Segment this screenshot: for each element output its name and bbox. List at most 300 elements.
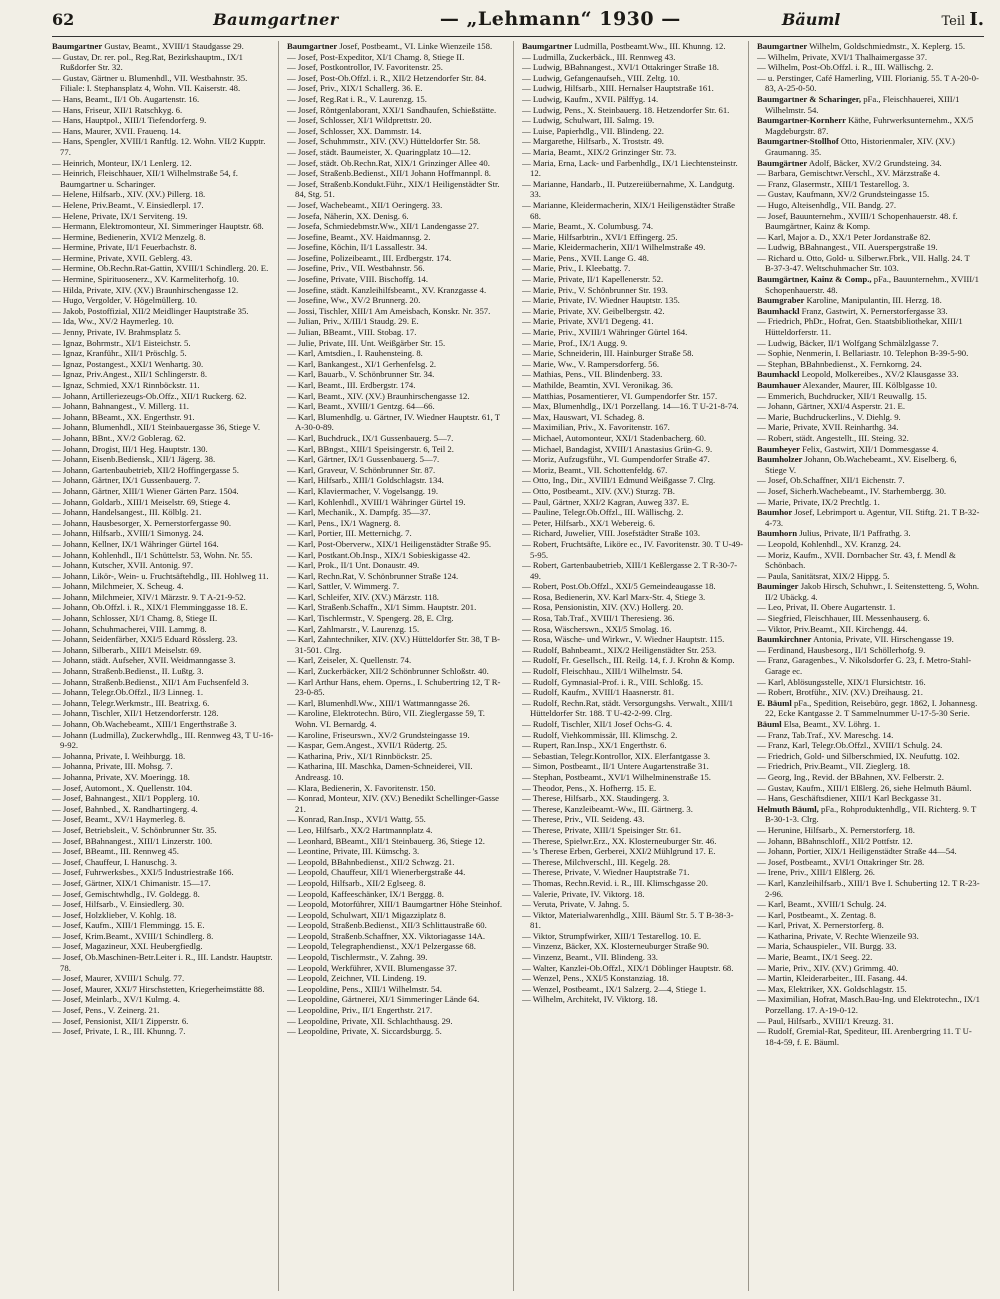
entry-text: — Josef, Meinlarb., XV/1 Kulmg. 4. (52, 994, 180, 1005)
directory-entry (757, 677, 980, 688)
directory-entry (757, 730, 980, 741)
entry-text: — Josef, Gärtner, XIX/1 Chimanistr. 15—17. (52, 877, 211, 888)
directory-entry (757, 1026, 980, 1047)
directory-entry (52, 475, 274, 486)
directory-entry (287, 528, 509, 539)
entry-text: Adolf, Bäcker, XV/2 Grundsteing. 34. (807, 157, 942, 168)
directory-entry (287, 391, 509, 402)
directory-entry (522, 581, 744, 592)
directory-entry (52, 253, 274, 264)
entry-text: — Leopold, Schulwart, XII/1 Migazziplatz 8. (287, 909, 446, 920)
directory-entry (287, 751, 509, 762)
entry-text: — Josef, Fuhrwerksbes., XXI/5 Industriestraße 166. (52, 867, 234, 878)
directory-entry (52, 168, 274, 189)
entry-text: — Michael, Automonteur, XXI/1 Stadenbacherg. 60. (522, 432, 707, 443)
entry-text: — Leopold, Kohlenhdl., XV. Kranzg. 24. (757, 538, 901, 549)
directory-entry (52, 285, 274, 296)
directory-entry (52, 899, 274, 910)
directory-entry (522, 761, 744, 772)
directory-entry (287, 708, 509, 729)
entry-text: — Johann, Straßenb.Bedienst., II. Lußtg. 3. (52, 666, 204, 677)
entry-surname: E. Bäuml (757, 697, 792, 708)
entry-text: — Therese, Priv., VII. Seideng. 43. (522, 814, 645, 825)
entry-text: — Julian, Priv., X/III/1 Staudg. 29. E. (287, 316, 419, 327)
entry-text: — Karl, Buchdruck., IX/1 Gussenbauerg. 5—7. (287, 432, 454, 443)
entry-text: Alexander, Maurer, III. Kölblgasse 10. (800, 380, 938, 390)
entry-text: — Karl, Zeiseler, X. Quellenstr. 74. (287, 655, 412, 666)
entry-text: — Hans, Beamt., II/1 Ob. Augartenstr. 16. (52, 93, 200, 104)
directory-entry (52, 655, 274, 666)
directory-entry (757, 306, 980, 317)
entry-text: — Johanna, Private, I. Weihburgg. 18. (52, 750, 186, 761)
directory-entry (522, 825, 744, 836)
entry-text: — Pauline, Telegr.Ob.Offzl., III. Wällischg. 2. (522, 507, 684, 518)
entry-text: — Ignaz, Schmied, XX/1 Rinnböckstr. 11. (52, 380, 200, 390)
directory-entry (522, 560, 744, 581)
entry-text: — Herunine, Hilfsarb., X. Pernerstorferg. 18. (757, 824, 915, 835)
entry-text: — Therese, Private, XIII/1 Speisinger Str. 61. (522, 824, 682, 835)
entry-text: — Johann, BBeamt., XX. Engerthstr. 91. (52, 411, 195, 422)
entry-text: — Johann, Schlosser, XI/1 Chamg. 8, Stiege II. (52, 613, 218, 624)
directory-entry (757, 836, 980, 847)
directory-entry (757, 920, 980, 931)
entry-text: — Leopold, Motorführer, XIII/1 Baumgartner Höhe Steinhof. (287, 899, 503, 910)
entry-surname: Baumgartner (522, 41, 573, 51)
entry-text: — Josef, Schlosser, XI/1 Wildprettstr. 20. (287, 115, 432, 126)
entry-text: — Ferdinand, Hausbesorg., II/1 Schöllerhofg. 9. (757, 644, 926, 655)
entry-text: — Irene, Priv., XIII/1 Elßlerg. 26. (757, 867, 875, 878)
entry-text: — Josef, Röntgenlaborant, XXI/1 Sandhaufen, Schießstätte. (287, 104, 497, 115)
directory-entry (52, 910, 274, 921)
entry-surname: Baumgartner (52, 41, 103, 51)
entry-text: — Hugo, Alteisenhdlg., VII. Bandg. 27. (757, 199, 897, 210)
directory-entry (757, 94, 980, 115)
entry-text: Elsa, Beamt., XV. Löhrg. 1. (781, 719, 880, 729)
directory-entry (287, 677, 509, 698)
directory-entry (52, 211, 274, 222)
directory-entry (522, 316, 744, 327)
entry-text: — Leopoldine, Private, XII. Schlachthausg. 29. (287, 1015, 453, 1026)
directory-entry (287, 655, 509, 666)
directory-entry (522, 730, 744, 741)
directory-entry (522, 285, 744, 296)
directory-entry (757, 136, 980, 157)
entry-text: — Josef, Post-Expeditor, XI/1 Chamg. 8, Stiege II. (287, 51, 465, 62)
directory-entry (52, 221, 274, 232)
directory-entry (52, 772, 274, 783)
entry-text: — Johann, Kohlenhdl., II/1 Schüttelstr. 53, Wohn. Nr. 55. (52, 549, 253, 560)
directory-entry (287, 994, 509, 1005)
entry-text: — Marie, Private, XV. Geibelbergstr. 42. (522, 305, 665, 316)
entry-text: — Marie, Kleidermacherin, XII/1 Wilhelmstraße 49. (522, 242, 706, 253)
entry-text: — Moriz, Aufzugsführ., VI. Gumpendorfer Straße 47. (522, 454, 710, 465)
directory-entry (52, 232, 274, 243)
directory-entry (757, 391, 980, 402)
directory-entry (52, 581, 274, 592)
entry-surname: Baumhorn (757, 528, 798, 539)
entry-text: — Karl, Hilfsarb., XIII/1 Goldschlagstr. 134. (287, 475, 444, 486)
entry-text: — Max, Hauswart, VI. Schadeg. 8. (522, 411, 645, 422)
entry-text: — Karl, Beamt., XVIII/1 Gentzg. 64—66. (287, 401, 435, 412)
entry-text: — Franz, Glasermstr., XIII/1 Testarellog. 3. (757, 178, 910, 189)
directory-entry (522, 359, 744, 370)
directory-entry (757, 380, 980, 391)
entry-text: — Wenzel, Postbeamt., IX/1 Salzerg. 2—4, Stiege 1. (522, 983, 707, 994)
directory-entry (287, 497, 509, 508)
entry-text: — Leopold, Tischlermstr., V. Zahng. 39. (287, 952, 428, 963)
directory-entry (52, 804, 274, 815)
directory-entry (522, 158, 744, 179)
entry-text: — Katharina, III. Maschka, Damen-Schneiderei, VII. Andreasg. 10. (287, 761, 473, 782)
entry-text: — Johann, Milchmeier, XIV/1 Märzstr. 9. T A-21-9-52. (52, 591, 246, 602)
directory-entry (287, 814, 509, 825)
entry-surname: Baumheyer (757, 443, 800, 454)
directory-entry (522, 136, 744, 147)
directory-entry (522, 984, 744, 995)
directory-entry (52, 687, 274, 698)
entry-text: — Klara, Bedienerin, X. Favoritenstr. 150. (287, 782, 436, 793)
entry-text: — Ludwig, Schulwart, III. Salmg. 19. (522, 115, 655, 126)
entry-text: — Theodor, Pens., X. Hofherrg. 15. E. (522, 782, 657, 793)
entry-text: — Josef, Pens., V. Zeinerg. 21. (52, 1005, 160, 1016)
entry-text: — Johann, Gärtner, XIII/1 Wiener Gärten Parz. 1504. (52, 485, 239, 496)
directory-entry (757, 550, 980, 571)
entry-text: — Karl, Mechanik., X. Dampfg. 35—37. (287, 507, 431, 518)
entry-text: — Rudolf, Viehkommissär, III. Klimschg. 2. (522, 729, 678, 740)
entry-text: — 's Therese Erben, Gerberei, XXI/2 Mühlgrund 17. E. (522, 846, 716, 857)
directory-entry (52, 857, 274, 868)
directory-entry (52, 751, 274, 762)
directory-entry (287, 412, 509, 433)
directory-entry (757, 952, 980, 963)
entry-text: — Max, Elektriker, XX. Goldschlagstr. 15. (757, 983, 907, 994)
directory-entry (522, 740, 744, 751)
entry-text: Käthe, Fuhrwerksunternehm., XX/5 Magdeburgstr. 87. (765, 115, 974, 136)
directory-entry (757, 698, 980, 719)
entry-text: — Heinrich, Fleischhauer, XII/1 Wilhelmstraße 54, f. Baumgartner u. Scharinger. (52, 168, 238, 189)
directory-entry (52, 242, 274, 253)
directory-entry (757, 655, 980, 676)
directory-entry (52, 825, 274, 836)
directory-entry (757, 645, 980, 656)
directory-entry (52, 952, 274, 973)
entry-text: — Leopold, BBahnbedienst., XII/2 Schwzg. 21. (287, 856, 455, 867)
entry-text: — Johann, Hausbesorger, X. Pernerstorfergasse 90. (52, 517, 232, 528)
directory-entry (757, 507, 980, 528)
entry-text: — Leopold, Telegraphendienst., XX/1 Pelzergasse 68. (287, 941, 476, 952)
entry-text: — Veruta, Private, V. Jahng. 5. (522, 899, 630, 910)
entry-text: — Jossi, Tischler, XIII/1 Am Ameisbach, Konskr. Nr. 357. (287, 305, 491, 316)
entry-text: — Ludwig, Bäcker, II/1 Wolfgang Schmälzlgasse 7. (757, 337, 939, 348)
directory-entry (522, 878, 744, 889)
entry-text: — Johanna, Private, III. Mohsg. 7. (52, 761, 173, 772)
directory-entry (757, 41, 980, 52)
entry-text: — Josef, Maurer, XVIII/1 Schulg. 77. (52, 973, 185, 984)
entry-text: — Karl, Graveur, V. Schönbrunner Str. 87. (287, 464, 436, 475)
column-3 (522, 41, 749, 1291)
directory-entry (52, 158, 274, 169)
directory-entry (287, 126, 509, 137)
entry-text: — Richard, Juwelier, VIII. Josefstädter Straße 103. (522, 528, 701, 539)
directory-entry (52, 306, 274, 317)
header-title: — „Lehmann“ 1930 — (439, 8, 681, 30)
directory-entry (52, 666, 274, 677)
entry-text: — Siegfried, Fleischhauer, III. Messenhauserg. 6. (757, 613, 930, 624)
directory-entry (757, 941, 980, 952)
header-first-entry: Baumgartner (213, 10, 339, 29)
entry-text: — Karl, Ablösungsstelle, XIX/1 Flursichtstr. 16. (757, 676, 926, 687)
directory-entry (757, 316, 980, 337)
entry-text: — Max, Blumenhdlg., IX/1 Porzellang. 14—16. T U-21-8-74. (522, 401, 739, 412)
entry-surname: Baumgartner-Kornherr (757, 115, 846, 126)
entry-text: — Johann, Likör-, Wein- u. Fruchtsäftehdlg., III. Hohlweg 11. (52, 570, 269, 581)
entry-text: — Josef, Schuhmmstr., XIV. (XV.) Hütteldorfer Str. 58. (287, 136, 481, 147)
entry-text: — Josef, Reg.Rat i. R., V. Laurenzg. 15. (287, 93, 427, 104)
directory-entry (52, 973, 274, 984)
directory-entry (287, 836, 509, 847)
directory-entry (522, 52, 744, 63)
entry-text: — Johann, Gärtner, XXI/4 Asperstr. 21. E. (757, 401, 906, 412)
directory-entry (757, 348, 980, 359)
directory-entry (287, 698, 509, 709)
entry-text: — Valerie, Private, IV. Viktorg. 18. (522, 888, 645, 899)
entry-text: — Viktor, Strumpfwirker, XIII/1 Testarellog. 10. E. (522, 930, 702, 941)
entry-text: — Karl, BBngst., XIII/1 Speisingerstr. 6, Teil 2. (287, 443, 454, 454)
entry-text: — Hans, Geschäftsdiener, XIII/1 Karl Beckgasse 31. (757, 793, 942, 804)
entry-text: Gustav, Beamt., XVIII/1 Staudgasse 29. (102, 41, 244, 51)
directory-entry (287, 761, 509, 782)
directory-entry (287, 666, 509, 677)
entry-text: — Karl, Amtsdien., I. Rauhensteing. 8. (287, 348, 423, 359)
directory-entry (287, 613, 509, 624)
entry-text: — Gustav, Gärtner u. Blumenhdl., VII. Westbahnstr. 35. Filiale: I. Stephansplatz 4, Wohn. VII. Kaiserstr. 48. (52, 72, 248, 94)
directory-entry (522, 73, 744, 84)
entry-surname: Baumkirchner (757, 634, 812, 645)
directory-entry (287, 920, 509, 931)
page-header (52, 8, 984, 37)
directory-entry (52, 994, 274, 1005)
entry-text: — Julian, BBeamt., VIII. Stobag. 17. (287, 327, 417, 338)
entry-text: — Paul, Hilfsarb., XVIII/1 Kreuzg. 31. (757, 1015, 894, 1026)
directory-entry (757, 793, 980, 804)
directory-entry (287, 338, 509, 349)
directory-entry (757, 984, 980, 995)
entry-text: — Johann, Goldarb., XIII/1 Meiselstr. 69, Stiege 4. (52, 496, 231, 507)
entry-text: — Josef, Holzklieber, V. Kohlg. 18. (52, 909, 177, 920)
directory-entry (757, 73, 980, 94)
entry-text: — Johann, BBnt., XV/2 Goblerag. 62. (52, 432, 186, 443)
directory-entry (287, 1005, 509, 1016)
entry-text: — Josef, städt. Ob.Rechn.Rat, XIX/1 Grinzinger Allee 40. (287, 157, 490, 168)
entry-surname: Baumholzer (757, 454, 803, 465)
entry-text: Antonia, Private, VII. Hirschengasse 19. (811, 634, 954, 645)
entry-text: — Josef, Ob.Maschinen-Betr.Leiter i. R., III. Landstr. Hauptstr. 78. (52, 952, 273, 973)
column-1 (52, 41, 279, 1291)
directory-entry (757, 433, 980, 444)
entry-text: — Josef, Krim.Beamt., XVIII/1 Schindlerg. 8. (52, 930, 214, 941)
directory-entry (522, 497, 744, 508)
directory-entry (522, 200, 744, 221)
directory-entry (52, 941, 274, 952)
entry-text: — Marianne, Handarb., II. Putzereiübernahme, X. Landgutg. 33. (522, 178, 735, 200)
entry-text: — Wilhelm, Post-Ob.Offzl. i. R., III. Wällischg. 2. (757, 62, 934, 73)
directory-entry (287, 740, 509, 751)
directory-entry (287, 380, 509, 391)
entry-text: Karoline, Manipulantin, III. Herzg. 18. (804, 295, 942, 306)
directory-entry (522, 836, 744, 847)
entry-text: — Wilhelm, Private, XVI/1 Thalhaimergasse 37. (757, 51, 927, 62)
directory-entry (52, 1026, 274, 1037)
directory-entry (757, 475, 980, 486)
directory-entry (52, 295, 274, 306)
directory-entry (287, 115, 509, 126)
entry-text: — Karl, Postkant.Ob.Insp., XIX/1 Sobieskigasse 42. (287, 549, 471, 560)
directory-entry (52, 380, 274, 391)
entry-text: — Wenzel, Pens., XXI/5 Konstanziag. 18. (522, 973, 669, 984)
directory-entry (287, 242, 509, 253)
directory-entry (287, 316, 509, 327)
entry-text: — Karl, Rechn.Rat, V. Schönbrunner Straße 124. (287, 570, 459, 581)
entry-text: Ludmilla, Postbeamt.Ww., III. Khunng. 12. (572, 41, 726, 51)
entry-text: — Rudolf, Tischler, XII/1 Josef Ochs-G. 4. (522, 719, 673, 729)
entry-text: — Maria, Erna, Lack- und Farbenhdlg., IX/1 Liechtensteinstr. 12. (522, 157, 738, 179)
entry-text: — Gustav, Kaufmann, XV/2 Grundsteingasse 15. (757, 189, 930, 200)
directory-entry (287, 211, 509, 222)
directory-entry (52, 327, 274, 338)
entry-text: — Robert, Post.Ob.Offzl., XXI/5 Gemeindeaugasse 18. (522, 581, 716, 592)
directory-entry (52, 624, 274, 635)
directory-entry (522, 814, 744, 825)
directory-entry (757, 761, 980, 772)
directory-entry (287, 857, 509, 868)
entry-text: — Gustav, Dr. rer. pol., Reg.Rat, Bezirkshauptm., IX/1 Rußdorfer Str. 32. (52, 51, 244, 73)
entry-text: — Marie, Private, XVII. Reinharthg. 34. (757, 422, 899, 433)
directory-entry (522, 867, 744, 878)
entry-text: — Karl, Straßenb.Schaffn., XI/1 Simm. Hauptstr. 201. (287, 602, 477, 613)
entry-text: — Josef, Hilfsarb., V. Einsiedlerg. 30. (52, 899, 184, 910)
entry-text: — Leontine, Private, III. Kümschg. 3. (287, 846, 420, 857)
directory-entry (52, 486, 274, 497)
directory-entry (522, 433, 744, 444)
directory-entry (757, 804, 980, 825)
directory-entry (757, 253, 980, 274)
entry-text: — Josef, Maurer, XXI/7 Hirschstetten, Kriegerheimstätte 88. (52, 983, 265, 994)
directory-entry (287, 433, 509, 444)
entry-text: — Karl, Zuckerbäcker, XII/2 Schönbrunner Schloßstr. 40. (287, 666, 489, 677)
entry-text: Felix, Gastwirt, XII/1 Dommesgasse 4. (799, 443, 939, 454)
entry-text: — Josef, BBeamt., III. Rennweg 45. (52, 846, 179, 857)
column-2 (287, 41, 514, 1291)
entry-text: — Marie, Priv., XIV. (XV.) Grimmg. 40. (757, 962, 899, 973)
directory-entry (522, 793, 744, 804)
entry-text: — Leopold, Hilfsarb., XII/2 Eglseeg. 8. (287, 877, 426, 888)
entry-text: — Josef, Straßenb.Kondukt.Führ., XIX/1 Heiligenstädter Str. 84, Stg. 51. (287, 178, 500, 200)
entry-text: — Johann, Hilfsarb., XVIII/1 Simonyg. 24. (52, 528, 204, 539)
entry-text: — Heinrich, Monteur, IX/1 Lenlerg. 12. (52, 157, 192, 168)
directory-entry (52, 560, 274, 571)
entry-text: — Friedrich, PhDr., Hofrat, Gen. Staatsbibliothekar, XIII/1 Hütteldorferstr. 11. (757, 316, 963, 338)
entry-text: — Johann, Schuhmacherei, VIII. Lammg. 8. (52, 623, 207, 634)
directory-entry (757, 571, 980, 582)
directory-entry (287, 783, 509, 794)
entry-text: — Ludwig, BBahnangest., VII. Auerspergstraße 19. (757, 242, 938, 253)
directory-entry (287, 168, 509, 179)
entry-text: — Karl, Gärtner, IX/1 Gussenbauerg. 5—7. (287, 454, 440, 465)
entry-text: — Josefa, Näherin, XX. Denisg. 6. (287, 210, 409, 221)
directory-entry (522, 83, 744, 94)
directory-entry (757, 783, 980, 794)
entry-text: — Karl, Tischlermstr., V. Spengerg. 28, E. Clrg. (287, 613, 454, 624)
entry-text: — Johann (Ludmilla), Zuckerwhdlg., III. Rennweg 43, T U-16-9-92. (52, 729, 274, 751)
entry-text: — Josef, Straßenb.Bedienst., XII/1 Johann Hoffmannpl. 8. (287, 168, 491, 179)
directory-entry (522, 507, 744, 518)
entry-text: — Marie, Hilfsarbtrin., XVI/1 Effingerg. 25. (522, 231, 678, 242)
directory-entry (522, 804, 744, 815)
directory-entry (52, 41, 274, 52)
directory-entry (522, 645, 744, 656)
entry-text: — Luise, Papierhdlg., VII. Blindeng. 22. (522, 125, 664, 136)
directory-entry (522, 41, 744, 52)
directory-entry (52, 518, 274, 529)
directory-entry (287, 136, 509, 147)
entry-text: — Leopold, Straßenb.Bedienst., XII/3 Schlittaustraße 60. (287, 920, 487, 931)
entry-text: — Johann, Ob.Offzl. i. R., XIX/1 Flemminggasse 18. E. (52, 602, 248, 613)
directory-entry (287, 348, 509, 359)
directory-entry (522, 348, 744, 359)
entry-text: — Katharina, Private, V. Rechte Wienzeile 93. (757, 930, 919, 941)
directory-entry (52, 115, 274, 126)
entry-text: — Barbara, Gemischtwr.Verschl., XV. Märzstraße 4. (757, 168, 940, 179)
entry-text: — Viktor, Materialwarenhdlg., XIII. Bäuml Str. 5. T B-38-3-81. (522, 909, 734, 931)
directory-entry (52, 730, 274, 751)
entry-text: — Emmerich, Buchdrucker, XII/1 Reuwallg. 15. (757, 390, 927, 401)
entry-text: — Katharina, Priv., XI/1 Rinnböckstr. 25. (287, 750, 433, 761)
entry-text: — Viktor, Priv.Beamt., XII. Kirchengg. 44. (757, 623, 908, 634)
entry-text: — Ignaz, Priv.Angest., XII/1 Schlingerstr. 8. (52, 369, 208, 380)
entry-text: — Marie, Private, II/1 Kapellenerstr. 52. (522, 274, 664, 285)
entry-text: — Marie, Priv., I. Kleebattg. 7. (522, 263, 631, 274)
directory-entry (757, 624, 980, 635)
entry-text: — Mathias, Pens., VII. Blindenberg. 33. (522, 369, 663, 380)
entry-text: — Johann, Tischler, XII/1 Hetzendorferstr. 128. (52, 708, 219, 719)
directory-entry (52, 793, 274, 804)
directory-entry (522, 963, 744, 974)
directory-entry (522, 624, 744, 635)
directory-entry (52, 931, 274, 942)
entry-text: — Josef, Ob.Schaffner, XII/1 Eichenstr. 7. (757, 475, 905, 486)
directory-entry (287, 624, 509, 635)
entry-text: pFa., Fleischhauerei, XIII/1 Wilhelmstr. 54. (765, 93, 960, 115)
directory-entry (52, 105, 274, 116)
directory-entry (757, 973, 980, 984)
directory-entry (52, 719, 274, 730)
directory-entry (52, 274, 274, 285)
entry-text: — Josef, BBahnangest., XIII/1 Linzerstr. 100. (52, 835, 213, 846)
entry-text: — Hermine, Spirituosenerz., XV. Karmeliterhofg. 10. (52, 274, 239, 285)
entry-text: — Karl Arthur Hans, ehem. Operns., I. Schubertring 12, T R-23-0-85. (287, 676, 501, 698)
header-last-entry: Bäuml (781, 10, 841, 29)
entry-text: — Jakob, Postoffizial, XII/2 Meidlinger Hauptstraße 35. (52, 305, 249, 316)
directory-entry (522, 931, 744, 942)
entry-text: — Ignaz, Postangest., XXI/1 Wenhartg. 30. (52, 358, 204, 369)
directory-entry (287, 592, 509, 603)
directory-entry (52, 550, 274, 561)
entry-text: — Ludwig, BBahnangest., XVI/1 Ottakringer Straße 18. (522, 62, 719, 73)
entry-text: — Rudolf, Fr. Gesellsch., III. Reilg. 14, f. J. Krohn & Komp. (522, 655, 735, 666)
directory-entry (757, 115, 980, 136)
directory-entry (52, 359, 274, 370)
entry-text: — Karl, Klaviermacher, V. Vogelsangg. 19. (287, 485, 439, 496)
